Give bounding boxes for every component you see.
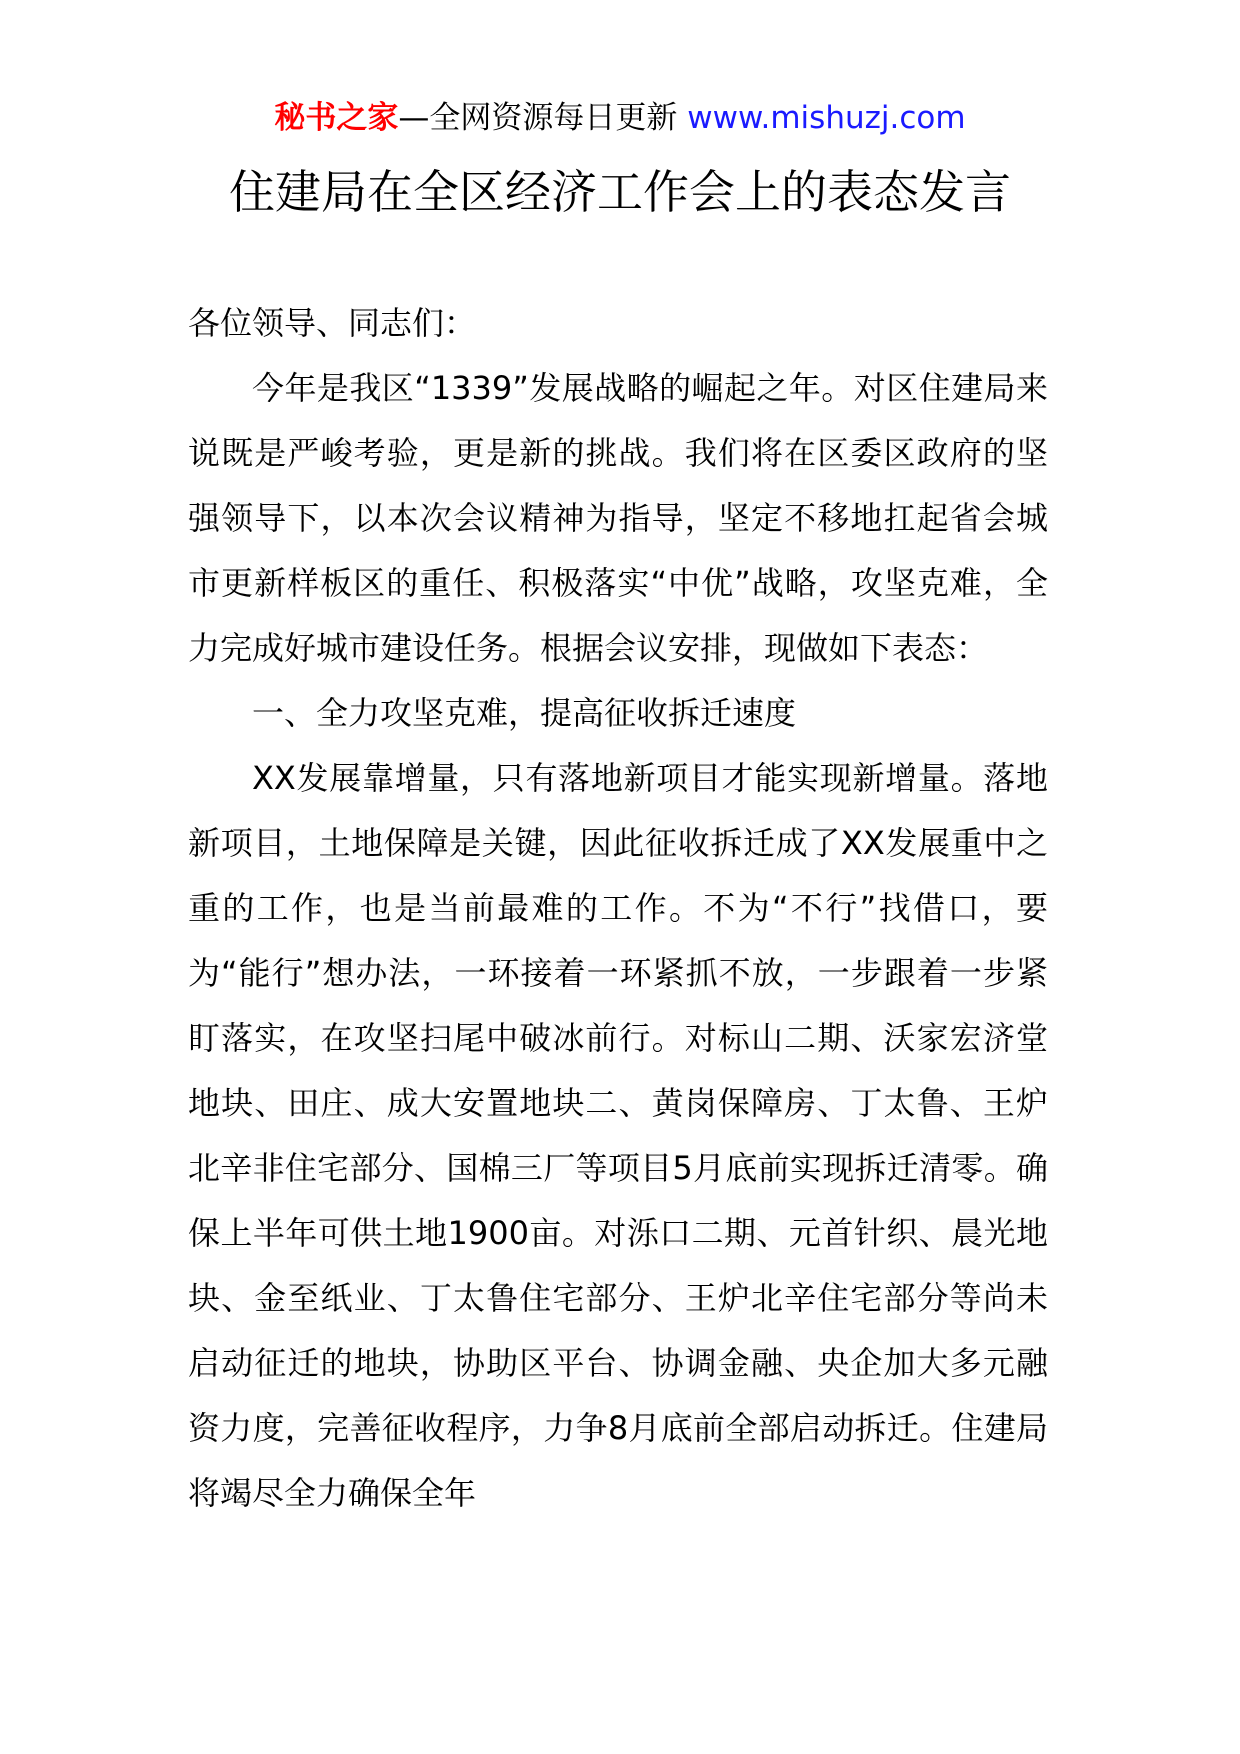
salutation: 各位领导、同志们：	[188, 304, 477, 342]
site-url-link[interactable]: www.mishuzj.com	[687, 100, 966, 136]
document-title: 住建局在全区经济工作会上的表态发言	[229, 165, 1011, 219]
site-tagline: —全网资源每日更新	[398, 100, 678, 136]
paragraph-section-1: XX发展靠增量，只有落地新项目才能实现新增量。落地新项目，土地保障是关键，因此征收拆迁成了XX发展重中之重的工作，也是当前最难的工作。不为“不行”找借口，要为“能行”想办法，一环接着一环紧抓不放，一步跟着一步紧盯落实，在攻坚扫尾中破冰前行。对标山二期、沃家宏济堂地块、田庄、成大安置地块二、黄岗保障房、丁太鲁、王炉北辛非住宅部分、国棉三厂等项目5月底前实现拆迁清零。确保上半年可供土地1900亩。对泺口二期、元首针织、晨光地块、金至纸业、丁太鲁住宅部分、王炉北辛住宅部分等尚未启动征迁的地块，协助区平台、协调金融、央企加大多元融资力度，完善征收程序，力争8月底前全部启动拆迁。住建局将竭尽全力确保全年	[188, 759, 1048, 1512]
section-heading-1: 一、全力攻坚克难，提高征收拆迁速度	[252, 694, 797, 732]
site-banner	[0, 98, 1240, 138]
document-body	[188, 291, 1048, 1526]
site-brand: 秘书之家	[274, 100, 399, 136]
paragraph-intro: 今年是我区“1339”发展战略的崛起之年。对区住建局来说既是严峻考验，更是新的挑战。我们将在区委区政府的坚强领导下，以本次会议精神为指导，坚定不移地扛起省会城市更新样板区的重任、积极落实“中优”战略，攻坚克难，全力完成好城市建设任务。根据会议安排，现做如下表态：	[188, 369, 1048, 667]
